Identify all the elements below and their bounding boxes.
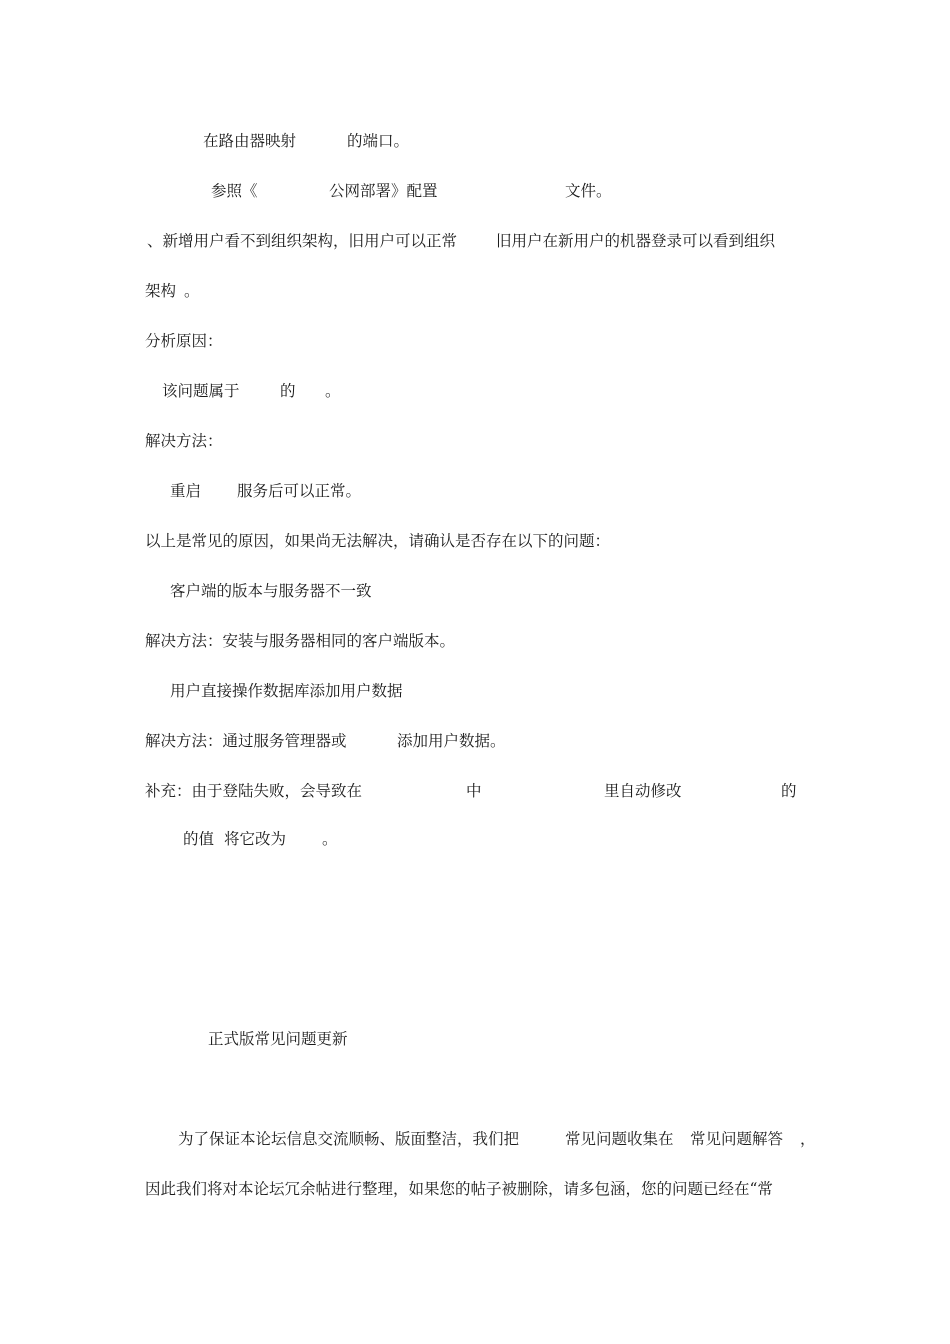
text-segment: 参照《: [211, 182, 258, 200]
text-segment: 里自动修改: [604, 782, 682, 800]
text-segment: 添加用户数据。: [397, 732, 506, 750]
text-segment: 。: [184, 282, 200, 300]
text-segment: ，: [800, 1130, 816, 1148]
text-segment: 常见问题解答: [690, 1130, 784, 1148]
text-segment: 为了保证本论坛信息交流顺畅、版面整洁，我们把: [178, 1130, 520, 1148]
text-segment: 用户直接操作数据库添加用户数据: [170, 682, 403, 700]
text-segment: 架构: [145, 282, 177, 300]
text-segment: 重启: [170, 482, 202, 500]
text-segment: 文件。: [565, 182, 612, 200]
text-segment: 解决方法：安装与服务器相同的客户端版本。: [145, 632, 456, 650]
text-segment: 的: [781, 782, 797, 800]
text-segment: 该问题属于: [162, 382, 240, 400]
text-segment: 旧用户在新用户的机器登录可以看到组织: [496, 232, 776, 250]
text-segment: 客户端的版本与服务器不一致: [170, 582, 372, 600]
text-segment: 的端口。: [347, 132, 410, 150]
text-segment: 中: [466, 782, 482, 800]
text-segment: 以上是常见的原因，如果尚无法解决，请确认是否存在以下的问题：: [145, 532, 611, 550]
text-segment: 。: [325, 382, 341, 400]
text-segment: 常见问题收集在: [565, 1130, 674, 1148]
text-segment: 分析原因：: [145, 332, 223, 350]
text-segment: 的值: [183, 830, 215, 848]
text-segment: 补充：由于登陆失败，会导致在: [145, 782, 363, 800]
text-segment: 。: [322, 830, 338, 848]
section-title: 正式版常见问题更新: [208, 1030, 348, 1048]
text-segment: 、新增用户看不到组织架构，旧用户可以正常: [147, 232, 458, 250]
text-segment: 公网部署》配置: [329, 182, 438, 200]
text-segment: 因此我们将对本论坛冗余帖进行整理，如果您的帖子被删除，请多包涵，您的问题已经在“常: [145, 1180, 773, 1198]
text-segment: 解决方法：: [145, 432, 223, 450]
text-segment: 在路由器映射: [203, 132, 297, 150]
text-segment: 的: [280, 382, 296, 400]
text-segment: 将它改为: [224, 830, 287, 848]
text-segment: 服务后可以正常。: [237, 482, 362, 500]
text-segment: 解决方法：通过服务管理器或: [145, 732, 347, 750]
